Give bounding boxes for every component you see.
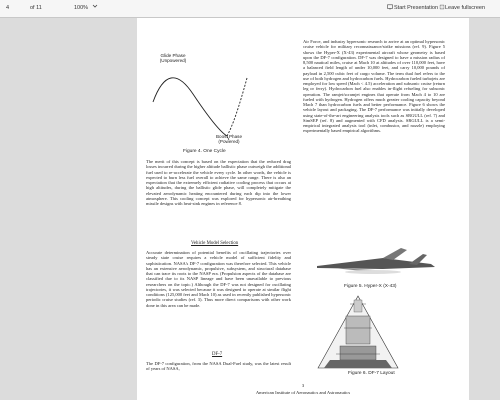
leave-fullscreen-button[interactable]: Leave fullscreen [445,5,486,11]
page-number: 3 [301,383,305,388]
left-paragraph-2: Accurate determination of potential benefits of oscillating trajectories over steady state cruise requires a vehicle model of sufficient fidelity and sophistication. NASA's DF-7 configuration was therefore selected. This vehicle has an extensive aerodynamic, propulsive, subsystem, and structural database that can trace its roots to the NASP era. (Propulsion aspects of the database are classified due to its NASP lineage and have been unavailable to previous researchers on the topic.) Although the DF-7 was not designed for oscillating trajectories, it was selected because it was designed to operate at similar flight conditions (125,000 feet and Mach 10) as used in recently published hypersonic periodic cruise studies (ref. 3). Thus more direct comparisons with other work done in this area can be made. [146,250,291,308]
page-count-label: of 11 [30,5,42,11]
chevron-down-icon[interactable] [92,3,98,9]
zoom-select[interactable]: 100% [74,5,89,11]
presentation-icon[interactable] [387,4,393,10]
right-paragraph-1: Air Force, and industry hypersonic research to arrive at an optimal hypersonic cruise vehicle for military reconnaissance/strike missions (ref. 9). Figure 5 shows the Hyper-X (X-43) experimental aircraft whose geometry is based upon the DF-7 configuration. DF-7 was designed to have a mission radius of 8,500 nautical miles, cruise at Mach 10 at altitudes of over 110,000 feet, have a balanced field length of under 10,000 feet, and carry 10,000 pounds of payload in 2,500 cubic feet of cargo volume. The term dual fuel refers to the use of both hydrogen and hydrocarbon fuels. Hydrocarbon fueled turbojets are employed for low speed (Mach < 4.5) acceleration and subsonic cruise (return leg or ferry). Hydrocarbon fuel also enables in-flight refueling for subsonic operation. The ramjet/scramjet engines that operate from Mach 4 to 10 are fueled with hydrogen. Hydrogen offers much greater cooling capacity beyond Mach 7 than hydrocarbon fuels and better performance. Figure 6 shows the vehicle layout and packaging. The DF-7 performance was initially developed using state-of-the-art engineering analysis tools such as SRGULL (ref. 7) and SimSEP (ref. 8) and augmented with CFD analysis. SRGULL is a semi-empirical integrated analysis tool (inlet, combustor, and nozzle) employing experimentally based empirical algorithms. [303,39,445,134]
figure6-caption: Figure 6. DF-7 Layout [348,371,395,376]
start-presentation-button[interactable]: Start Presentation [394,5,439,11]
left-paragraph-3: The DF-7 configuration, from the NASA Dual-Fuel study, was the latest result of years of NASA, [146,361,291,372]
figure5-caption: Figure 5. Hyper-X (X-43) [344,284,397,289]
df7-layout-diagram [310,294,406,370]
boost-phase-label: Boost Phase (Powered) [215,134,243,145]
document-page [137,18,469,400]
hyper-x-aircraft-image [313,242,441,284]
one-cycle-curve [149,66,259,144]
df7-heading: DF-7 [212,352,223,357]
pdf-toolbar [0,0,500,18]
vehicle-model-heading: Vehicle Model Selection [191,241,239,246]
glide-phase-label: Glide Phase (Unpowered) [159,53,187,64]
left-paragraph-1: The merit of this concept is based on the expectation that the reduced drag losses incurred during the higher altitude ballistic phase outweigh the additional fuel used to re-accelerate the vehicle every cycle. In other words, the vehicle is expected to burn less fuel overall to achieve the same range. There is also an expectation that the extremely efficient radiative cooling process that occurs at high altitudes, during the ballistic glide phase, will completely mitigate the elevated aerodynamic heating encountered during each dip into the lower atmosphere. This cooling concept was explored for hypersonic air-breathing missile designs with heat-sink engines in reference 8. [146,159,291,206]
page-number-input[interactable]: 4 [6,5,10,11]
figure4-caption: Figure 4. One Cycle [183,149,226,154]
page-footer: American Institute of Aeronautics and Astronautics [255,390,351,395]
